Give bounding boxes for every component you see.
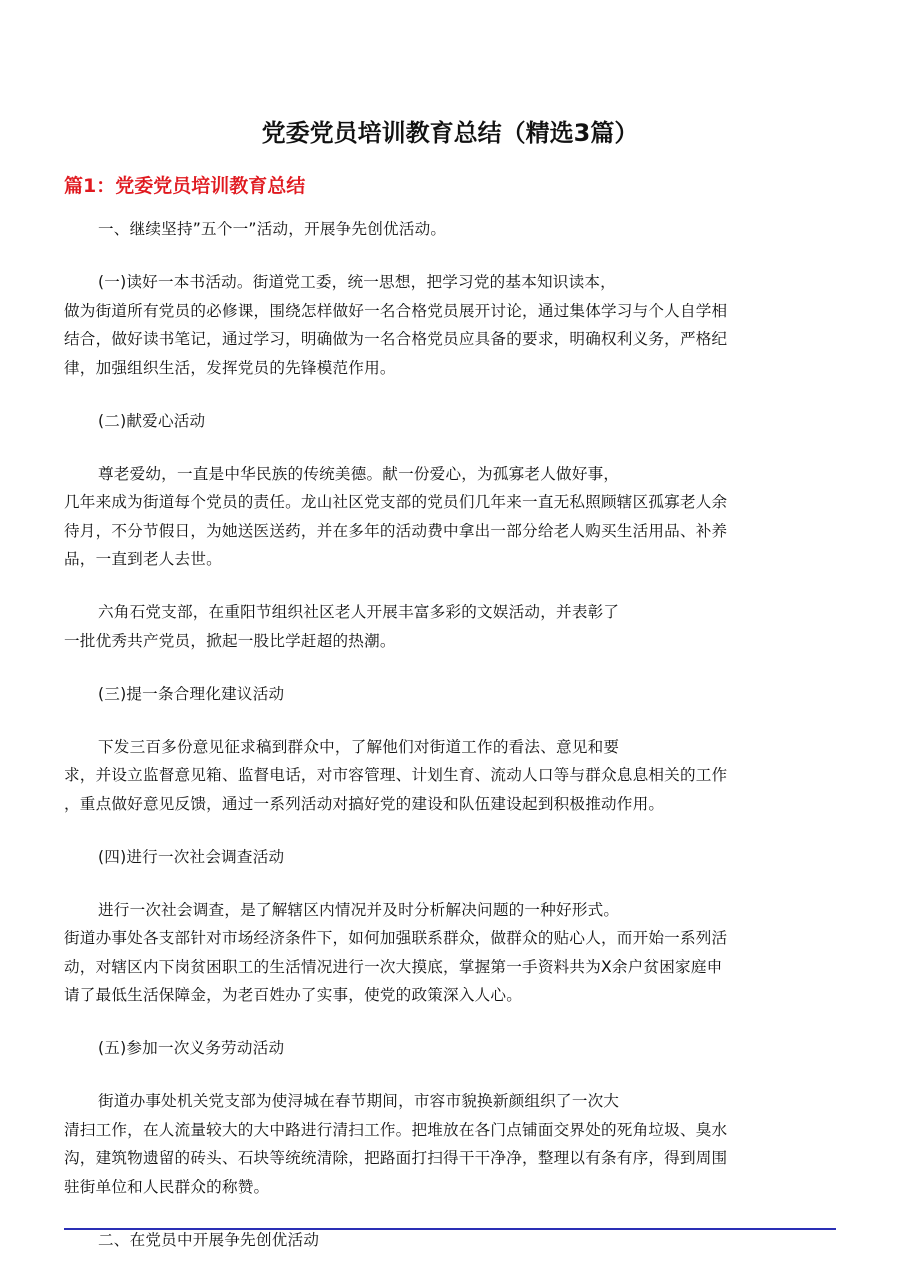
paragraph-line: 待月，不分节假日，为她送医送药，并在多年的活动费中拿出一部分给老人购买生活用品、补养 (64, 521, 728, 540)
paragraph-line: 一批优秀共产党员，掀起一股比学赶超的热潮。 (64, 631, 396, 650)
paragraph-line: 动，对辖区内下岗贫困职工的生活情况进行一次大摸底，掌握第一手资料共为X余户贫困家庭申 (64, 957, 723, 976)
paragraph-line: 请了最低生活保障金，为老百姓办了实事，使党的政策深入人心。 (64, 986, 523, 1004)
paragraph (64, 598, 836, 655)
paragraph-line: (五)参加一次义务劳动活动 (98, 1039, 285, 1057)
paragraph-line: 结合，做好读书笔记，通过学习，明确做为一名合格党员应具备的要求，明确权利义务，严格纪 (64, 330, 728, 348)
paragraph-line: ，重点做好意见反馈，通过一系列活动对搞好党的建设和队伍建设起到积极推动作用。 (64, 794, 665, 813)
paragraph-line: 尊老爱幼，一直是中华民族的传统美德。献一份爱心，为孤寡老人做好事， (98, 464, 620, 483)
bottom-divider (64, 1228, 836, 1230)
paragraph-line: 街道办事处各支部针对市场经济条件下，如何加强联系群众，做群众的贴心人，而开始一系列活 (64, 929, 728, 947)
paragraph-line: 驻街单位和人民群众的称赞。 (64, 1177, 270, 1196)
document-body (64, 215, 836, 1279)
paragraph-line: 几年来成为街道每个党员的责任。龙山社区党支部的党员们几年来一直无私照顾辖区孤寡老人余 (64, 493, 728, 511)
document-title: 党委党员培训教育总结（精选3篇） (261, 119, 639, 147)
paragraph-line: 六角石党支部，在重阳节组织社区老人开展丰富多彩的文娱活动，并表彰了 (98, 603, 620, 621)
paragraph (64, 733, 836, 819)
paragraph (64, 843, 836, 872)
paragraph (64, 407, 836, 436)
section-title: 篇1：党委党员培训教育总结 (64, 175, 306, 197)
paragraph-line: 律，加强组织生活，发挥党员的先锋模范作用。 (64, 358, 396, 377)
paragraph (64, 268, 836, 382)
paragraph (64, 896, 836, 1010)
paragraph-line: 品，一直到老人去世。 (64, 550, 222, 568)
paragraph-line: 一、继续坚持”五个一”活动，开展争先创优活动。 (98, 220, 447, 238)
paragraph-line: (四)进行一次社会调查活动 (98, 847, 285, 866)
paragraph (64, 1034, 836, 1063)
paragraph-line: 沟，建筑物遗留的砖头、石块等统统清除，把路面打扫得干干净净，整理以有条有序，得到周围 (64, 1149, 728, 1167)
paragraph-line: (三)提一条合理化建议活动 (98, 684, 285, 703)
paragraph-line: 进行一次社会调查，是了解辖区内情况并及时分析解决问题的一种好形式。 (98, 900, 620, 919)
paragraph (64, 680, 836, 709)
paragraph (64, 215, 836, 244)
paragraph-line: (一)读好一本书活动。街道党工委，统一思想，把学习党的基本知识读本， (98, 273, 616, 291)
paragraph-line: (二)献爱心活动 (98, 411, 206, 430)
paragraph-line: 求，并设立监督意见箱、监督电话，对市容管理、计划生育、流动人口等与群众息息相关的工作 (64, 766, 728, 784)
paragraph-line: 下发三百多份意见征求稿到群众中，了解他们对街道工作的看法、意见和要 (98, 737, 620, 756)
paragraph-line: 清扫工作，在人流量较大的大中路进行清扫工作。把堆放在各门点铺面交界处的死角垃圾、臭水 (64, 1120, 728, 1139)
paragraph-line: 二、在党员中开展争先创优活动 (98, 1230, 320, 1249)
paragraph-line: 做为街道所有党员的必修课，围绕怎样做好一名合格党员展开讨论，通过集体学习与个人自学相 (64, 301, 728, 320)
paragraph (64, 1087, 836, 1201)
paragraph (64, 460, 836, 574)
paragraph-line: 街道办事处机关党支部为使浔城在春节期间，市容市貌换新颜组织了一次大 (98, 1092, 620, 1110)
